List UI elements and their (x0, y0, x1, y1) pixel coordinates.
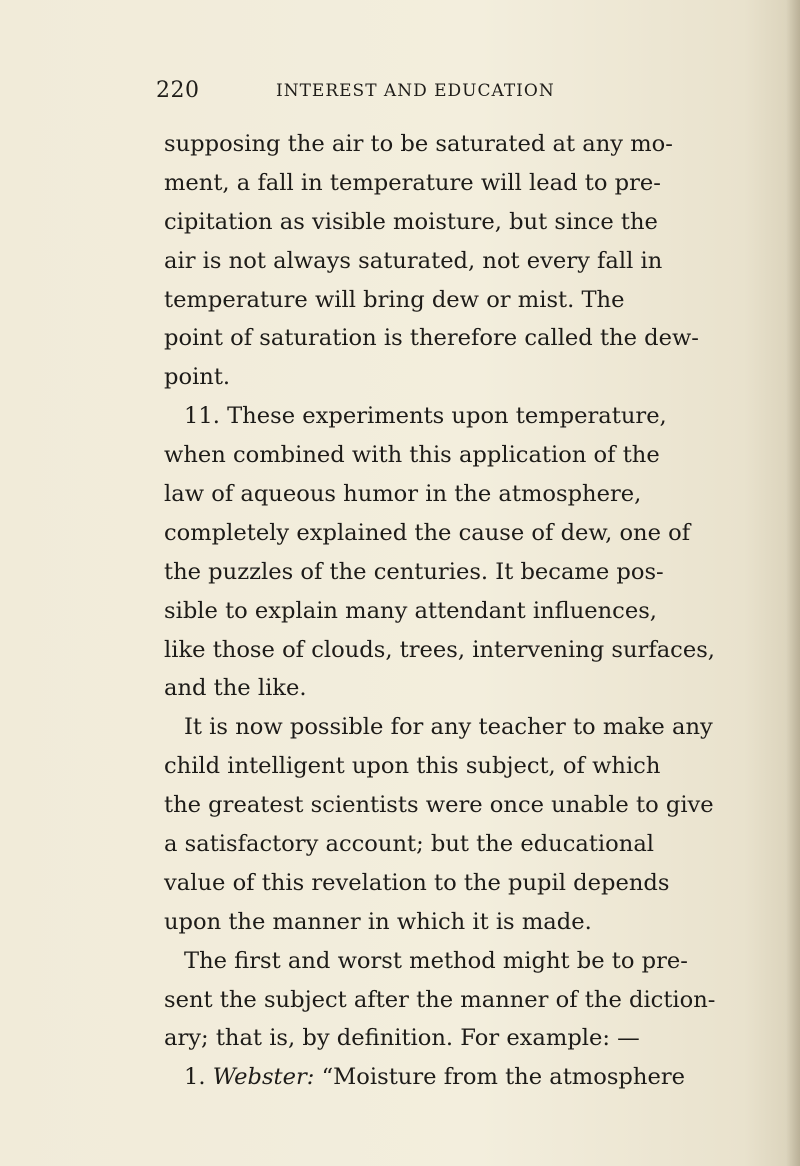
text-line: point. (164, 364, 231, 391)
text-line: law of aqueous humor in the atmosphere, (164, 481, 642, 508)
text-line: supposing the air to be saturated at any mo- (164, 131, 673, 157)
text-line: the greatest scientists were once unable to give (164, 792, 714, 819)
running-head-title: INTEREST AND EDUCATION (276, 81, 555, 101)
text-line: child intelligent upon this subject, of which (164, 753, 661, 780)
text-line: air is not always saturated, not every fall in (164, 247, 663, 274)
text-line: sent the subject after the manner of the diction- (164, 986, 716, 1013)
text-line: sible to explain many attendant influences, (164, 597, 657, 624)
text-line: cipitation as visible moisture, but since the (164, 208, 658, 235)
paragraph-start-line: The first and worst method might be to pre- (184, 947, 688, 974)
text-line: like those of clouds, trees, intervening surfaces, (164, 636, 715, 663)
text-line: completely explained the cause of dew, one of (164, 519, 691, 546)
body-text (164, 125, 784, 1097)
text-line: and the like. (164, 675, 307, 702)
text-line: ary; that is, by definition. For example: — (164, 1025, 640, 1052)
text-line: the puzzles of the centuries. It became pos- (164, 558, 664, 585)
quote-text: “Moisture from the atmosphere (321, 1064, 685, 1091)
text-line: value of this revelation to the pupil depends (164, 869, 670, 896)
text-line: a satisfactory account; but the educational (164, 831, 655, 858)
page-number: 220 (156, 78, 200, 103)
list-item-line (164, 1058, 784, 1097)
text-line: temperature will bring dew or mist. The (164, 286, 625, 313)
list-item-number: 1. (184, 1064, 206, 1091)
text-line: ment, a fall in temperature will lead to pre- (164, 169, 661, 196)
paragraph-start-line: It is now possible for any teacher to make any (184, 714, 713, 741)
page-edge-shadow (786, 0, 800, 1166)
text-line: upon the manner in which it is made. (164, 908, 592, 935)
text-line: when combined with this application of the (164, 442, 660, 469)
text-line: point of saturation is therefore called the dew- (164, 325, 699, 352)
quote-source: Webster: (212, 1064, 315, 1091)
paragraph-start-line: 11. These experiments upon temperature, (184, 403, 667, 430)
